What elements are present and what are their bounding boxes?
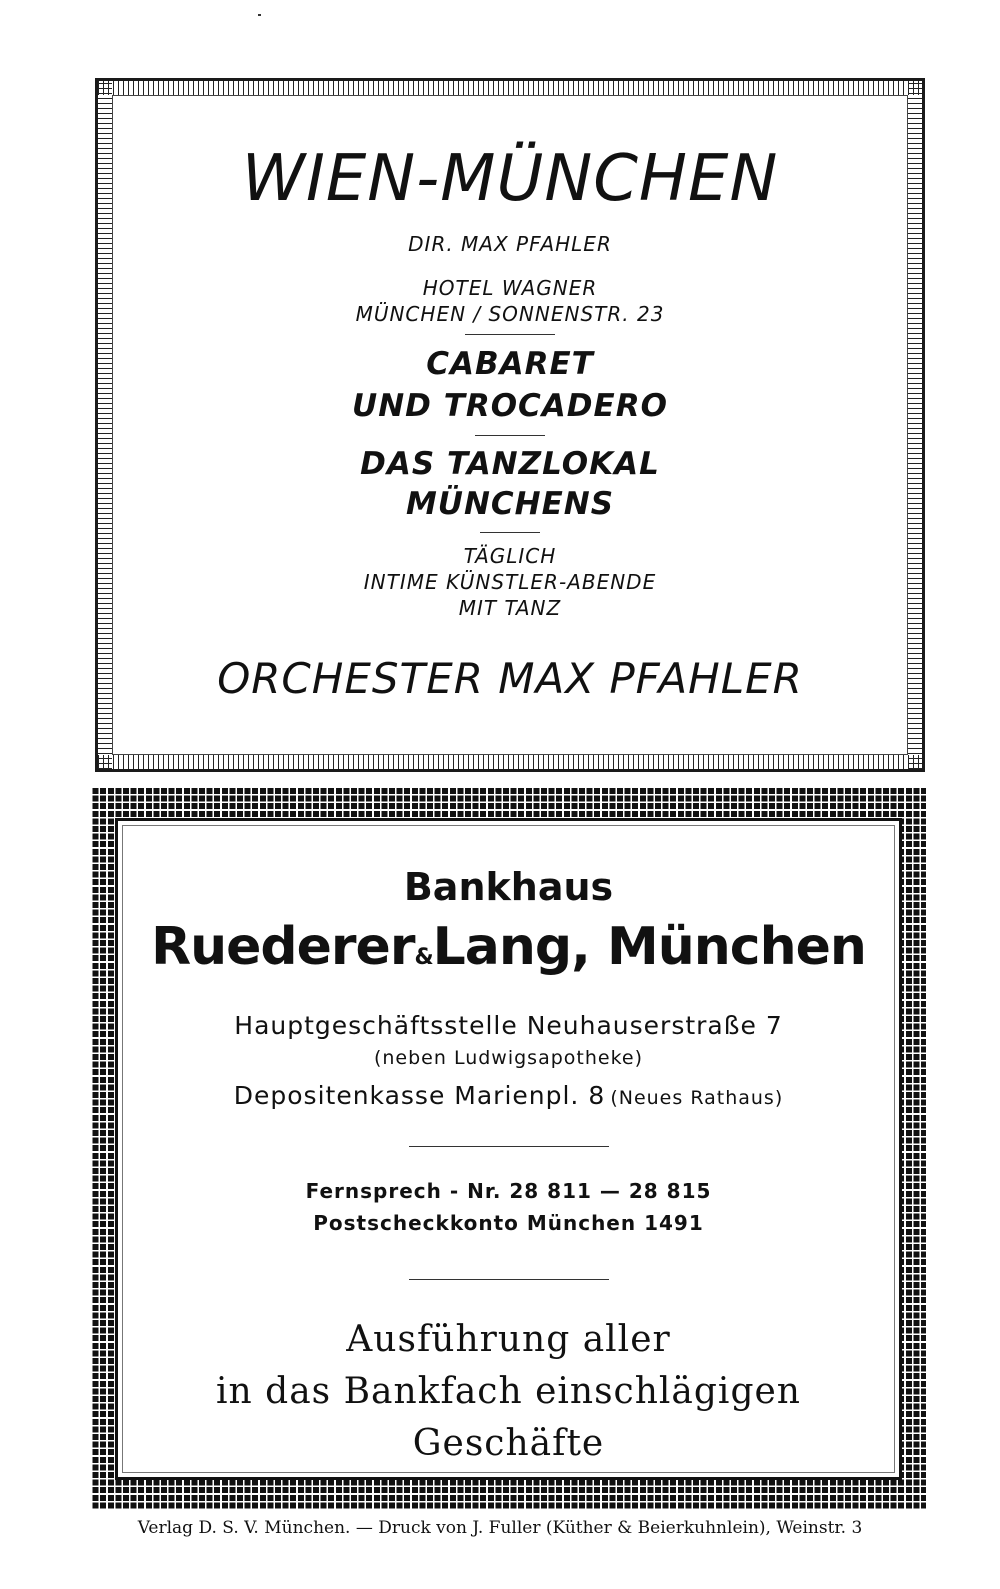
ad-wien-cabaret-line2: UND TROCADERO xyxy=(352,388,668,424)
firm-name-part-b: Lang, München xyxy=(432,917,866,977)
ad-bank-firm-name xyxy=(118,917,899,977)
ad-wien-daily-line2: INTIME KÜNSTLER-ABENDE xyxy=(363,570,657,594)
divider-rule xyxy=(409,1146,609,1147)
ad-wien-tanz-line2: MÜNCHENS xyxy=(405,486,615,522)
ad-bank-label: Bankhaus xyxy=(403,865,614,909)
ad-wien-daily-line1: TÄGLICH xyxy=(463,544,557,568)
ad-wien-muenchen xyxy=(95,78,925,772)
ad-bank-postal-account: Postscheckkonto München 1491 xyxy=(313,1211,704,1235)
ad-wien-daily-line3: MIT TANZ xyxy=(458,596,562,620)
ad-wien-address: MÜNCHEN / SONNENSTR. 23 xyxy=(355,302,665,326)
ad-wien-orchestra: ORCHESTER MAX PFAHLER xyxy=(217,654,803,703)
ad-bank-phone: Fernsprech - Nr. 28 811 — 28 815 xyxy=(305,1179,712,1203)
divider-rule xyxy=(480,532,540,533)
ad-wien-cabaret-line1: CABARET xyxy=(426,346,594,382)
ad-wien-tanz-line1: DAS TANZLOKAL xyxy=(360,446,660,482)
ad-wien-inner-panel xyxy=(112,95,908,755)
ad-bankhaus xyxy=(91,788,926,1510)
ad-bank-inner-panel xyxy=(115,818,902,1480)
footer-imprint: Verlag D. S. V. München. — Druck von J. Fuller (Küther & Beierkuhnlein), Weinstr. 3 xyxy=(137,1518,863,1538)
divider-rule xyxy=(409,1279,609,1280)
ad-wien-title: WIEN-MÜNCHEN xyxy=(241,142,779,216)
firm-ampersand: & xyxy=(414,945,433,970)
ad-bank-service-line3: Geschäfte xyxy=(412,1423,605,1464)
ad-bank-deposit-note: (Neues Rathaus) xyxy=(610,1087,784,1109)
ad-bank-service-line2: in das Bankfach einschlägigen xyxy=(216,1371,801,1412)
ad-bank-deposit-line xyxy=(118,1081,899,1110)
divider-rule xyxy=(465,334,555,335)
ad-bank-service-line1: Ausführung aller xyxy=(346,1319,671,1360)
ad-wien-hotel: HOTEL WAGNER xyxy=(422,276,598,300)
ad-bank-main-office-note: (neben Ludwigsapotheke) xyxy=(373,1047,644,1069)
print-speck xyxy=(258,14,261,16)
ad-bank-main-office: Hauptgeschäftsstelle Neuhauserstraße 7 xyxy=(234,1011,783,1040)
divider-rule xyxy=(475,435,545,436)
ad-wien-director: DIR. MAX PFAHLER xyxy=(408,232,612,256)
firm-name-part-a: Ruederer xyxy=(151,917,415,977)
ad-bank-deposit: Depositenkasse Marienpl. 8 xyxy=(233,1081,606,1110)
